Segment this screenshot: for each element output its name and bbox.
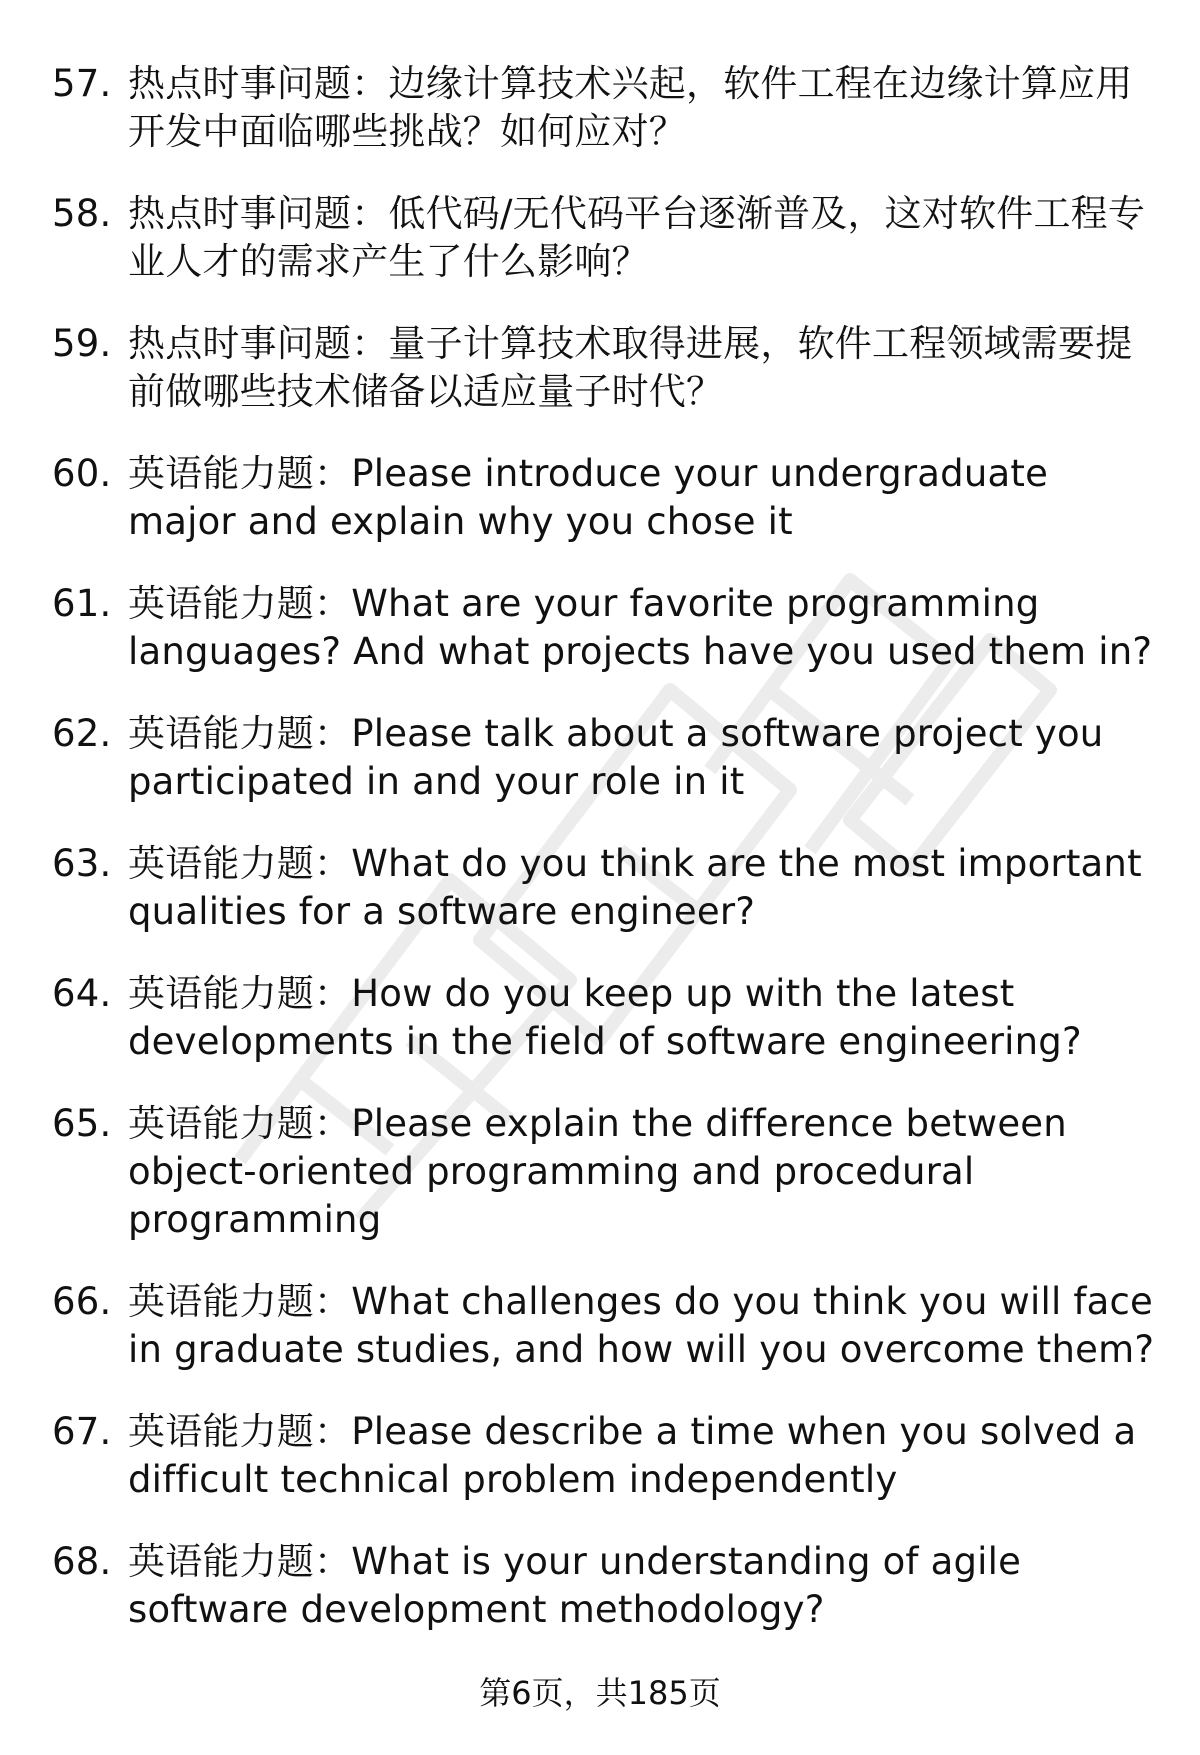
question-category: 热点时事问题：	[128, 322, 389, 365]
list-item	[0, 1408, 1200, 1504]
list-item	[0, 450, 1200, 546]
question-text: Please introduce your undergraduate major and explain why you chose it	[128, 452, 1049, 543]
question-number: 68.	[52, 1540, 112, 1583]
question-text: What are your favorite programming languages? And what projects have you used them in?	[128, 582, 1153, 673]
question-category: 英语能力题：	[128, 1102, 352, 1145]
question-text: 低代码/无代码平台逐渐普及，这对软件工程专业人才的需求产生了什么影响？	[128, 192, 1146, 283]
question-number: 61.	[52, 582, 112, 625]
list-item	[0, 840, 1200, 936]
question-number: 62.	[52, 712, 112, 755]
question-category: 热点时事问题：	[128, 192, 389, 235]
question-text: 边缘计算技术兴起，软件工程在边缘计算应用开发中面临哪些挑战？如何应对？	[128, 62, 1133, 153]
question-category: 英语能力题：	[128, 452, 352, 495]
question-number: 58.	[52, 192, 112, 235]
question-number: 59.	[52, 322, 112, 365]
question-category: 英语能力题：	[128, 582, 352, 625]
list-item	[0, 320, 1200, 416]
question-text: 量子计算技术取得进展，软件工程领域需要提前做哪些技术储备以适应量子时代？	[128, 322, 1133, 413]
question-number: 65.	[52, 1102, 112, 1145]
list-item	[0, 710, 1200, 806]
list-item	[0, 60, 1200, 156]
question-text: Please describe a time when you solved a difficult technical problem independently	[128, 1410, 1137, 1501]
list-item	[0, 1538, 1200, 1634]
question-list	[0, 60, 1200, 1668]
question-number: 67.	[52, 1410, 112, 1453]
list-item	[0, 190, 1200, 286]
list-item	[0, 1278, 1200, 1374]
question-number: 64.	[52, 972, 112, 1015]
question-category: 英语能力题：	[128, 1410, 352, 1453]
question-text: Please explain the difference between object-oriented programming and procedural programming	[128, 1102, 1067, 1241]
list-item	[0, 970, 1200, 1066]
question-category: 英语能力题：	[128, 712, 352, 755]
question-category: 英语能力题：	[128, 1540, 352, 1583]
question-text: How do you keep up with the latest developments in the field of software engineering?	[128, 972, 1082, 1063]
question-text: What is your understanding of agile software development methodology?	[128, 1540, 1022, 1631]
question-number: 60.	[52, 452, 112, 495]
question-number: 57.	[52, 62, 112, 105]
question-text: What do you think are the most important qualities for a software engineer?	[128, 842, 1142, 933]
question-category: 热点时事问题：	[128, 62, 389, 105]
question-text: Please talk about a software project you participated in and your role in it	[128, 712, 1104, 803]
question-text: What challenges do you think you will face in graduate studies, and how will you overcome them?	[128, 1280, 1155, 1371]
question-number: 63.	[52, 842, 112, 885]
list-item	[0, 580, 1200, 676]
list-item	[0, 1100, 1200, 1244]
question-number: 66.	[52, 1280, 112, 1323]
page-footer: 第6页，共185页	[479, 1674, 721, 1712]
question-category: 英语能力题：	[128, 842, 352, 885]
question-category: 英语能力题：	[128, 1280, 352, 1323]
question-category: 英语能力题：	[128, 972, 352, 1015]
